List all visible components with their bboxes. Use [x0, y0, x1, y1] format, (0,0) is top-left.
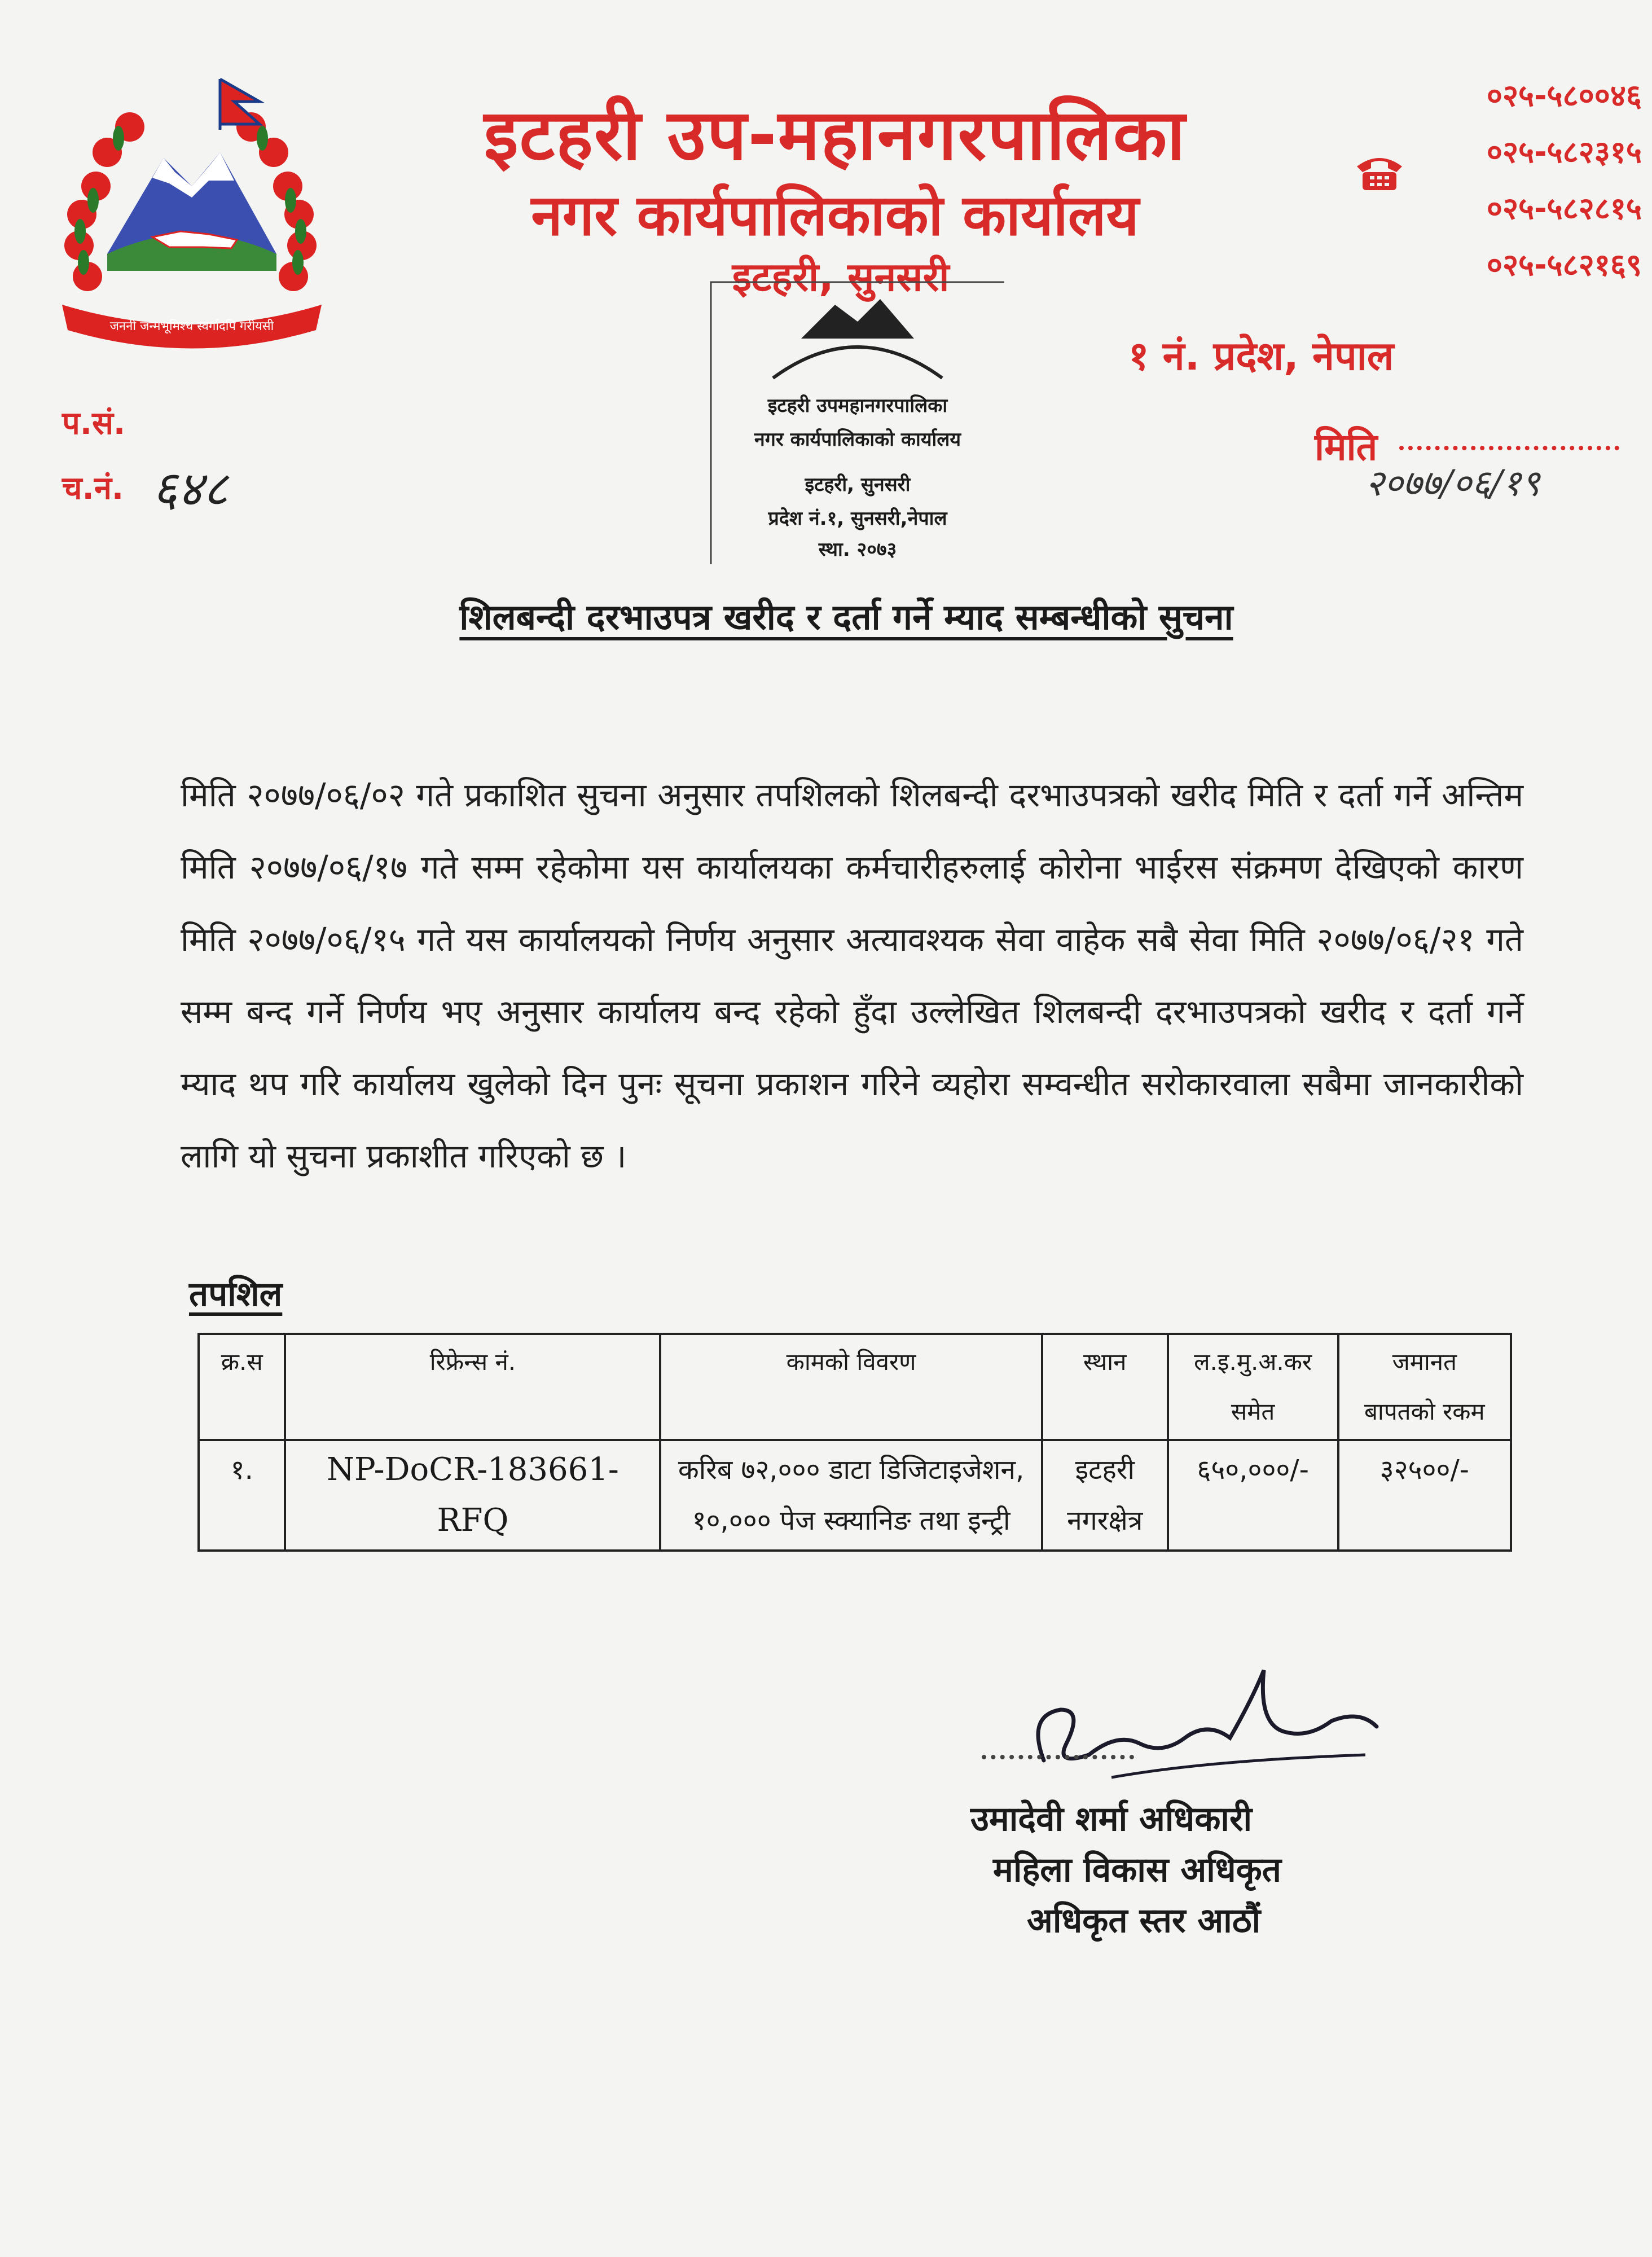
cell-cost: ६५०,०००/-	[1168, 1440, 1338, 1551]
date-label: मिति	[1315, 425, 1378, 469]
header-cost	[1168, 1334, 1338, 1440]
signature-icon	[970, 1648, 1399, 1817]
date-value: २०७७/०६/१९	[1365, 463, 1540, 504]
header-sn: क्र.स	[199, 1334, 285, 1440]
cn-label: च.नं.	[62, 470, 124, 507]
stamp-line: इटहरी उपमहानगरपालिका	[767, 394, 948, 417]
cell-place-line: नगरक्षेत्र	[1067, 1505, 1143, 1536]
header-deposit	[1338, 1334, 1511, 1440]
details-table	[197, 1333, 1512, 1552]
header-deposit-line: बापतको रकम	[1364, 1398, 1485, 1425]
cell-place	[1042, 1440, 1168, 1551]
cell-desc-line: करिब ७२,००० डाटा डिजिटाइजेशन,	[678, 1454, 1025, 1486]
stamp-line: स्था. २०७३	[818, 538, 897, 561]
header-ref: रिफ्रेन्स नं.	[285, 1334, 660, 1440]
office-name: इटहरी उप-महानगरपालिका	[484, 95, 1187, 176]
cell-desc	[660, 1440, 1042, 1551]
phone-number: ०२५-५८२८१५	[1486, 191, 1642, 226]
cn-value: ६४८	[152, 461, 229, 517]
phone-number: ०२५-५८२१६९	[1486, 247, 1642, 283]
cell-sn: १.	[199, 1440, 285, 1551]
cell-place-line: इटहरी	[1075, 1454, 1135, 1486]
header-place: स्थान	[1042, 1334, 1168, 1440]
stamp-line: इटहरी, सुनसरी	[805, 473, 911, 496]
signer-role: महिला विकास अधिकृत	[993, 1850, 1281, 1890]
cell-deposit: ३२५००/-	[1338, 1440, 1511, 1551]
emblem-motto: जननी जन्मभूमिश्च स्वर्गादपि गरीयसी	[109, 319, 274, 333]
details-label: तपशिल	[189, 1275, 283, 1314]
province-label: १ नं. प्रदेश, नेपाल	[1128, 333, 1394, 379]
office-subtitle: नगर कार्यपालिकाको कार्यालय	[531, 182, 1139, 248]
ps-label: प.सं.	[62, 405, 126, 442]
telephone-icon	[1354, 152, 1405, 192]
cell-desc-line: १०,००० पेज स्क्यानिङ तथा इन्ट्री	[692, 1505, 1010, 1536]
notice-body: मिति २०७७/०६/०२ गते प्रकाशित सुचना अनुसार तपशिलको शिलबन्दी दरभाउपत्रको खरीद मिति र दर्ता गर्ने अन्तिम मिति २०७७/०६/१७ गते सम्म रहेकोमा यस कार्यालयका कर्मचारीहरुलाई कोरोना भाईरस संक्रमण देखिएको कारण मिति २०७७/०६/१५ गते यस कार्यालयको निर्णय अनुसार अत्यावश्यक सेवा वाहेक सबै सेवा मिति २०७७/०६/२१ गते सम्म बन्द गर्ने निर्णय भए अनुसार कार्यालय बन्द रहेको हुँदा उल्लेखित शिलबन्दी दरभाउपत्रको खरीद र दर्ता गर्ने म्याद थप गरि कार्यालय खुलेको दिन पुनः सूचना प्रकाशन गरिने व्यहोरा सम्वन्धीत सरोकारवाला सबैमा जानकारीको लागि यो सुचना प्रकाशीत गरिएको छ ।	[181, 776, 1523, 1175]
nepal-emblem-icon	[23, 68, 350, 350]
stamp-line: नगर कार्यपालिकाको कार्यालय	[754, 428, 961, 451]
table-row	[199, 1440, 1511, 1551]
office-location: इटहरी, सुनसरी	[732, 254, 950, 300]
header-deposit-line: जमानत	[1392, 1348, 1457, 1376]
signer-name: उमादेवी शर्मा अधिकारी	[970, 1799, 1253, 1839]
table-header-row	[199, 1334, 1511, 1440]
date-dotted-line	[1399, 440, 1619, 450]
cell-ref: NP-DoCR-183661-RFQ	[285, 1440, 660, 1551]
header-cost-line: ल.इ.मु.अ.कर	[1194, 1348, 1312, 1376]
phone-number: ०२५-५८२३१५	[1486, 134, 1642, 170]
phone-list	[1427, 68, 1642, 293]
header-desc: कामको विवरण	[660, 1334, 1042, 1440]
notice-subject: शिलबन्दी दरभाउपत्र खरीद र दर्ता गर्ने म्याद सम्बन्धीको सुचना	[459, 596, 1233, 638]
office-stamp	[688, 271, 1027, 598]
signer-level: अधिकृत स्तर आठौं	[1027, 1901, 1261, 1940]
header-cost-line: समेत	[1231, 1398, 1275, 1425]
signature-dotted-line	[982, 1755, 1134, 1759]
phone-number: ०२५-५८००४६	[1486, 78, 1642, 113]
stamp-line: प्रदेश नं.१, सुनसरी,नेपाल	[768, 507, 947, 530]
